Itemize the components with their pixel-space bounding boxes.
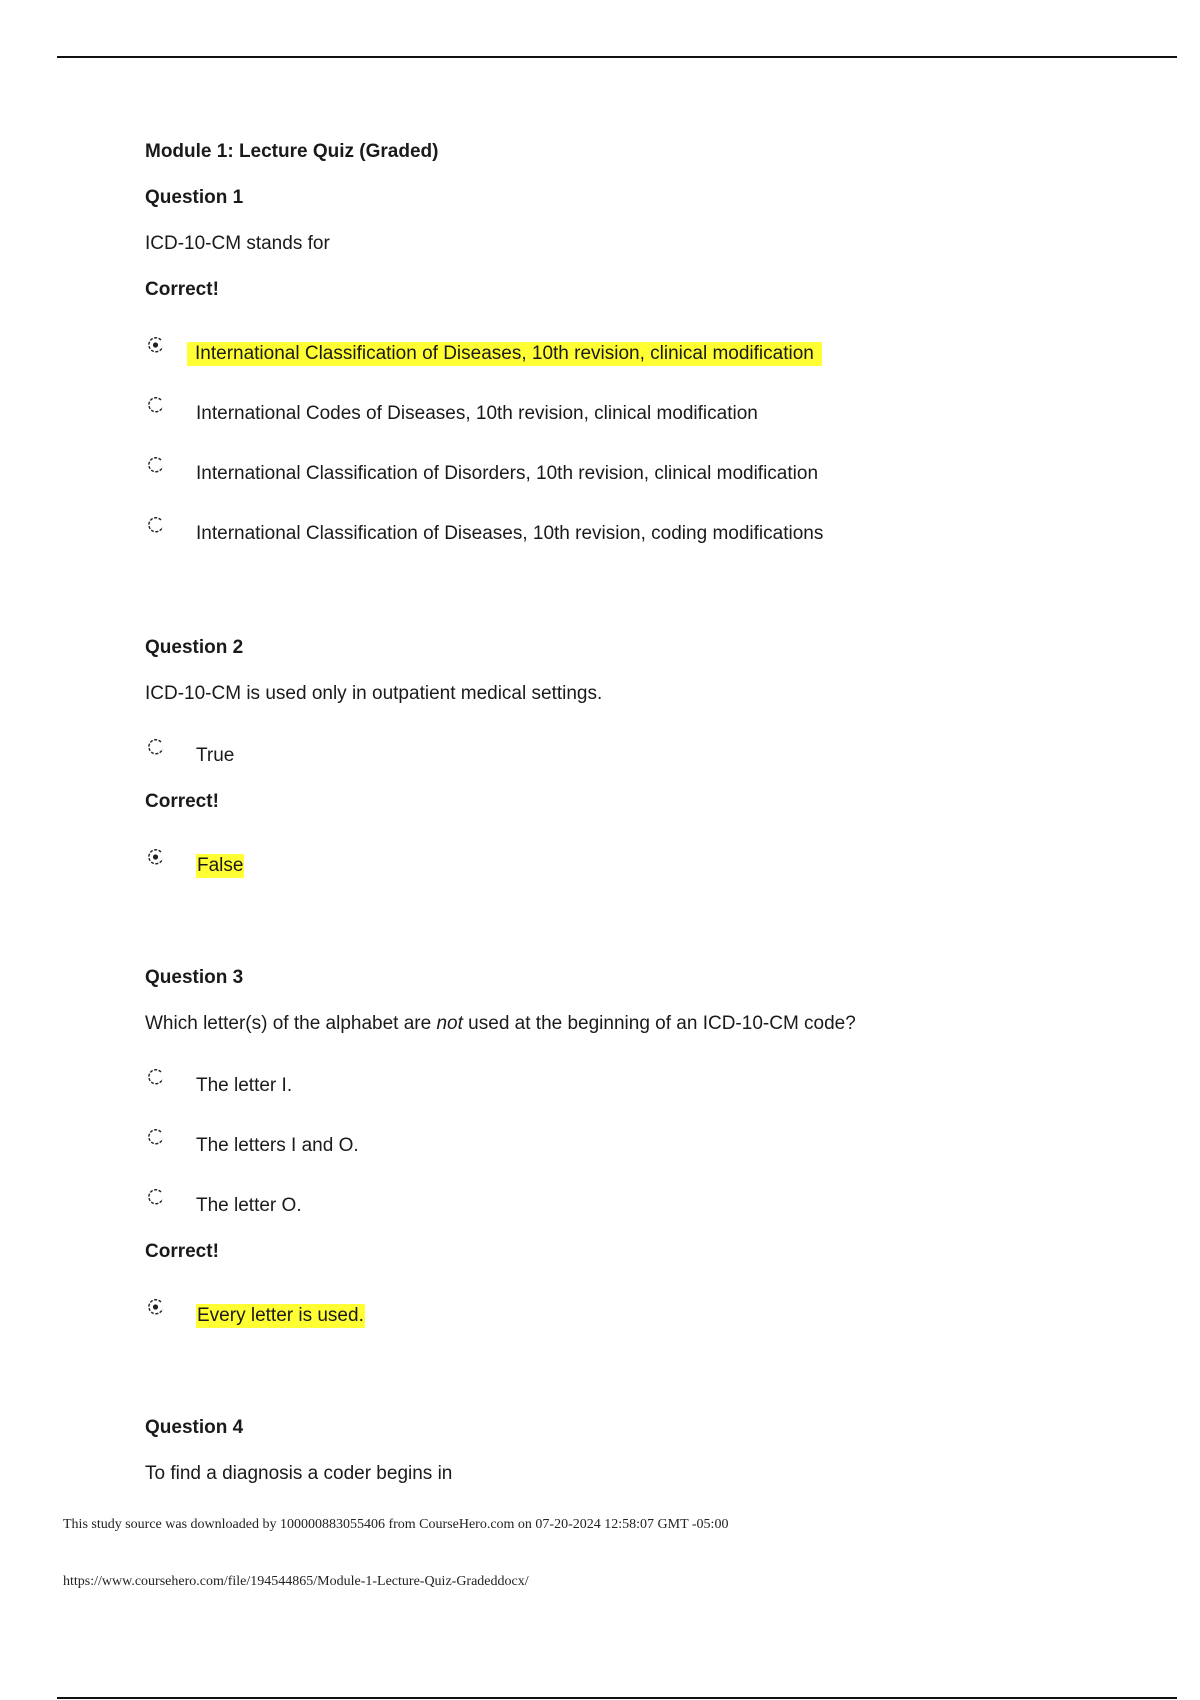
source-url[interactable]: https://www.coursehero.com/file/194544865/Module-1-Lecture-Quiz-Gradeddocx/ xyxy=(63,1574,529,1589)
answer-option-selected[interactable] xyxy=(145,1304,1125,1332)
radio-unselected-icon[interactable] xyxy=(147,1188,165,1206)
question-text-emphasis: not xyxy=(436,1013,463,1034)
answer-option[interactable] xyxy=(145,1074,1125,1102)
option-label: False xyxy=(197,855,244,876)
question-4 xyxy=(145,1416,1125,1486)
question-2 xyxy=(145,636,1125,882)
quiz-document xyxy=(145,140,1125,1548)
feedback-correct: Correct! xyxy=(145,791,219,812)
radio-unselected-icon[interactable] xyxy=(147,738,165,756)
option-label: The letters I and O. xyxy=(196,1135,359,1156)
bottom-rule xyxy=(57,1697,1177,1699)
question-text-part: used at the beginning of an ICD-10-CM code? xyxy=(462,1013,856,1034)
answer-option-selected[interactable] xyxy=(145,854,1125,882)
option-label: International Classification of Diseases, 10th revision, clinical modification xyxy=(187,342,822,366)
document-title: Module 1: Lecture Quiz (Graded) xyxy=(145,141,439,162)
question-text: ICD-10-CM stands for xyxy=(145,233,330,254)
option-label: The letter I. xyxy=(196,1075,293,1096)
option-label: The letter O. xyxy=(196,1195,302,1216)
question-title: Question 1 xyxy=(145,187,244,208)
answer-option[interactable] xyxy=(145,402,1125,430)
radio-selected-icon[interactable] xyxy=(147,336,165,354)
radio-unselected-icon[interactable] xyxy=(147,456,165,474)
question-1 xyxy=(145,186,1125,550)
question-title: Question 4 xyxy=(145,1417,244,1438)
option-label: International Codes of Diseases, 10th revision, clinical modification xyxy=(196,403,758,424)
feedback-correct: Correct! xyxy=(145,279,219,300)
option-label: True xyxy=(196,745,235,766)
answer-option[interactable] xyxy=(145,1134,1125,1162)
answer-option[interactable] xyxy=(145,522,1125,550)
source-notice: This study source was downloaded by 100000883055406 from CourseHero.com on 07-20-2024 12:58:07 GMT -05:00 xyxy=(63,1517,729,1532)
question-title: Question 2 xyxy=(145,637,244,658)
radio-unselected-icon[interactable] xyxy=(147,516,165,534)
option-label: International Classification of Diseases, 10th revision, coding modifications xyxy=(196,523,824,544)
top-rule xyxy=(57,56,1177,58)
answer-option[interactable] xyxy=(145,1194,1125,1222)
answer-option[interactable] xyxy=(145,744,1125,772)
radio-selected-icon[interactable] xyxy=(147,1298,165,1316)
question-3 xyxy=(145,966,1125,1332)
answer-option-selected[interactable] xyxy=(145,342,1125,370)
radio-unselected-icon[interactable] xyxy=(147,1068,165,1086)
radio-unselected-icon[interactable] xyxy=(147,396,165,414)
option-label: Every letter is used. xyxy=(197,1305,364,1326)
question-text xyxy=(145,1012,1125,1036)
radio-unselected-icon[interactable] xyxy=(147,1128,165,1146)
feedback-correct: Correct! xyxy=(145,1241,219,1262)
question-text: To find a diagnosis a coder begins in xyxy=(145,1463,453,1484)
answer-option[interactable] xyxy=(145,462,1125,490)
question-text-part: Which letter(s) of the alphabet are xyxy=(145,1013,437,1034)
radio-selected-icon[interactable] xyxy=(147,848,165,866)
option-label: International Classification of Disorders, 10th revision, clinical modification xyxy=(196,463,819,484)
question-title: Question 3 xyxy=(145,967,244,988)
question-text: ICD-10-CM is used only in outpatient medical settings. xyxy=(145,683,603,704)
